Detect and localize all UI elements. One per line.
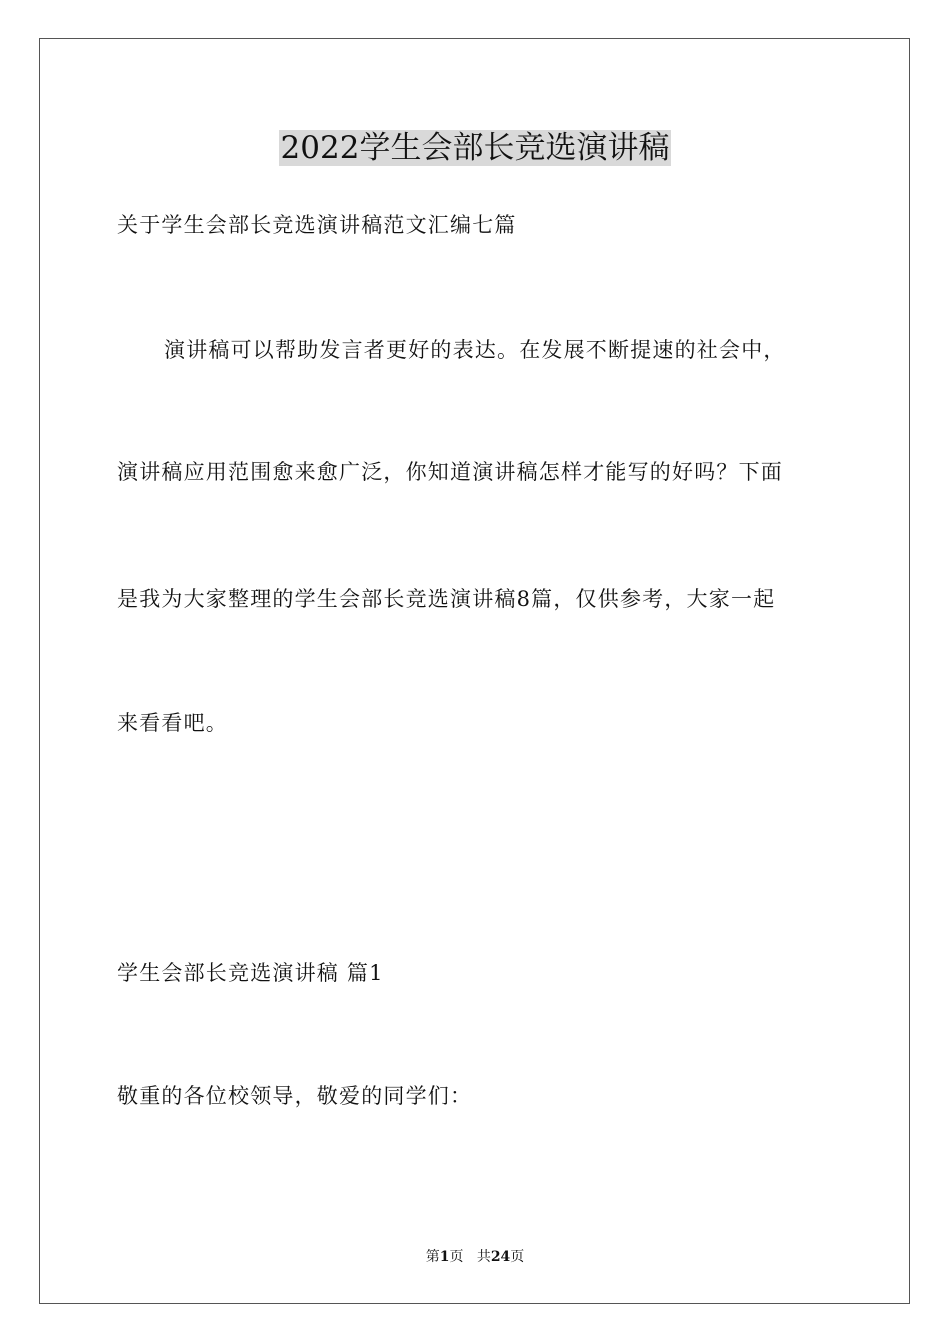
footer-total-prefix: 共 [476,1249,491,1265]
page-footer [0,1247,950,1267]
document-subtitle: 关于学生会部长竞选演讲稿范文汇编七篇 [117,213,517,237]
intro-line-4: 来看看吧。 [117,711,228,735]
intro-line-1: 演讲稿可以帮助发言者更好的表达。在发展不断提速的社会中， [164,338,786,362]
footer-page-suffix: 页 [449,1249,464,1265]
footer-page-number: 1 [439,1249,450,1265]
intro-line-2: 演讲稿应用范围愈来愈广泛，你知道演讲稿怎样才能写的好吗？下面 [117,460,783,484]
intro-line-3: 是我为大家整理的学生会部长竞选演讲稿8篇，仅供参考，大家一起 [117,587,776,611]
title-highlight: 2022学生会部长竞选演讲稿 [280,130,670,166]
footer-total-pages: 24 [490,1249,511,1265]
document-title [0,126,950,170]
footer-page-prefix: 第 [425,1249,440,1265]
footer-total-suffix: 页 [510,1249,525,1265]
greeting-line: 敬重的各位校领导，敬爱的同学们： [117,1084,473,1108]
section-heading: 学生会部长竞选演讲稿 篇1 [117,961,384,985]
